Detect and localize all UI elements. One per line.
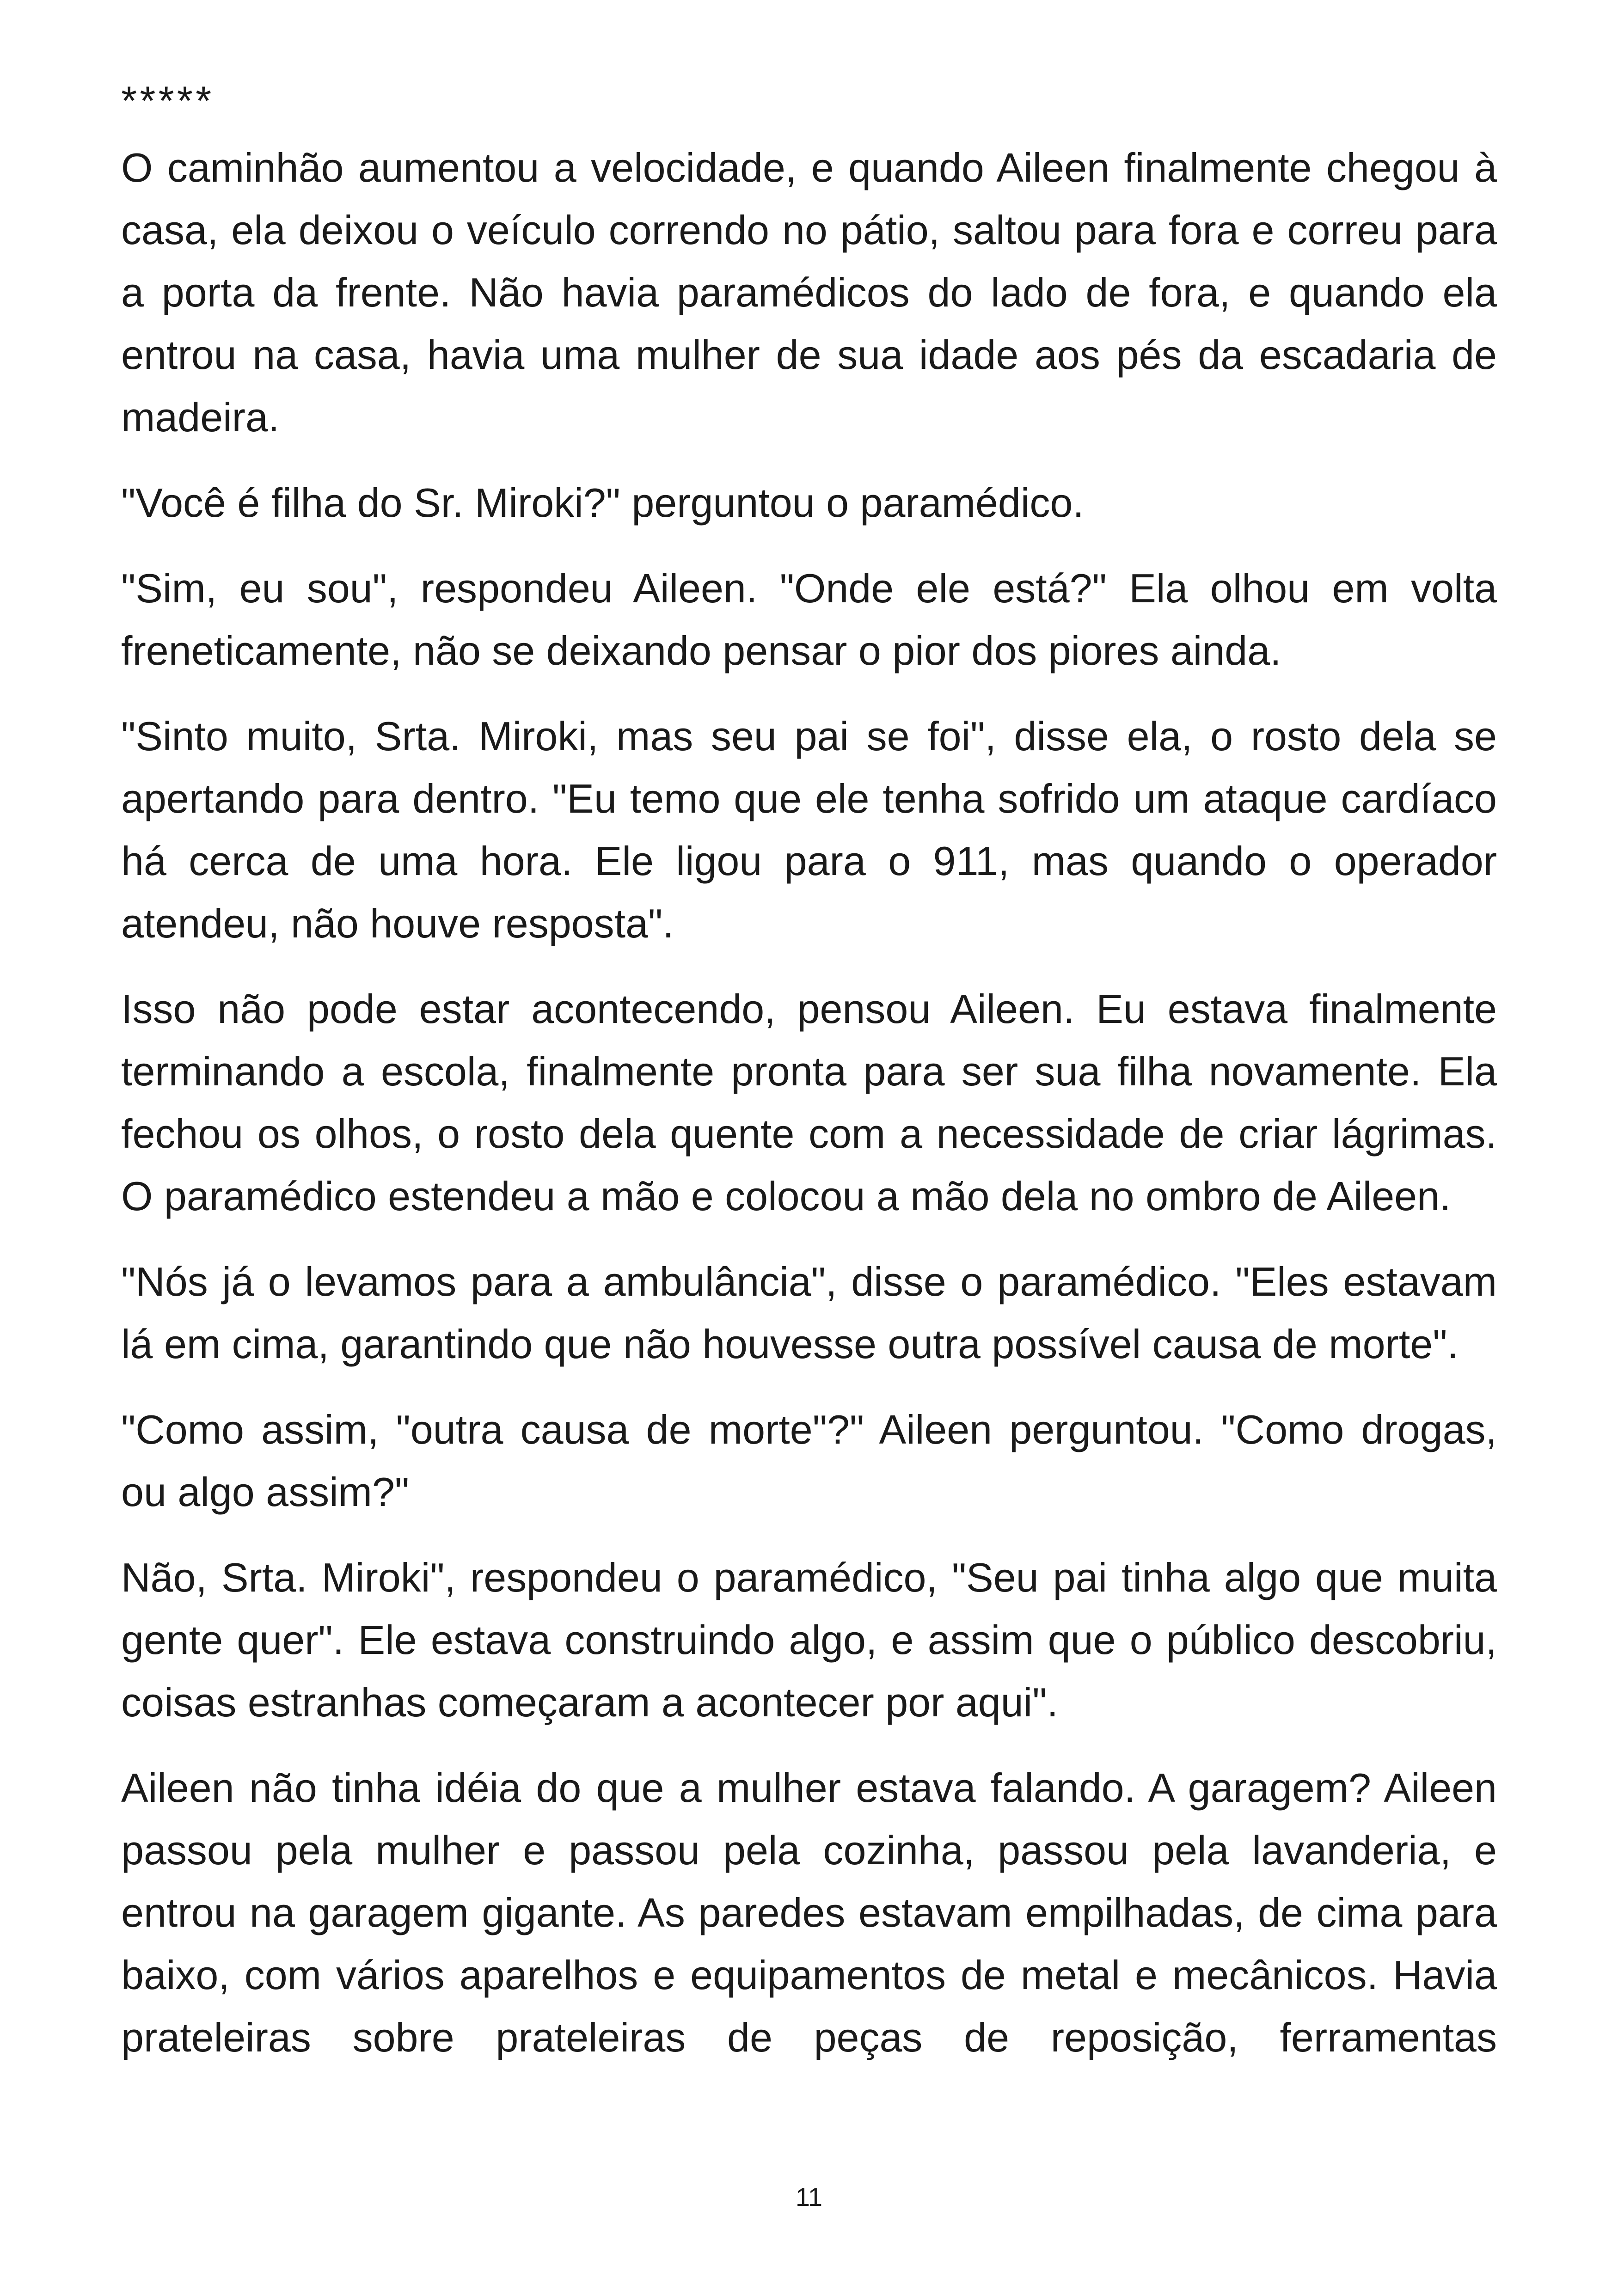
paragraph-3: "Sim, eu sou", respondeu Aileen. "Onde ele está?" Ela olhou em volta freneticamente, não se deixando pensar o pior dos piores ainda. xyxy=(121,565,1497,673)
paragraph-2: "Você é filha do Sr. Miroki?" perguntou o paramédico. xyxy=(121,480,1084,526)
section-separator: ***** xyxy=(121,78,215,123)
paragraph-8: Não, Srta. Miroki", respondeu o paramédico, "Seu pai tinha algo que muita gente quer". Ele estava construindo algo, e assim que o público descobriu, coisas estranhas começaram a acontecer por aqui". xyxy=(121,1555,1497,1725)
paragraph-7: "Como assim, "outra causa de morte"?" Aileen perguntou. "Como drogas, ou algo assim?" xyxy=(121,1407,1497,1515)
paragraph-5: Isso não pode estar acontecendo, pensou Aileen. Eu estava finalmente terminando a escola, finalmente pronta para ser sua filha novamente. Ela fechou os olhos, o rosto dela quente com a necessidade de criar lágrimas. O paramédico estendeu a mão e colocou a mão dela no ombro de Aileen. xyxy=(121,986,1497,1219)
paragraph-9: Aileen não tinha idéia do que a mulher estava falando. A garagem? Aileen passou pela mulher e passou pela cozinha, passou pela lavanderia, e entrou na garagem gigante. As paredes estavam empilhadas, de cima para baixo, com vários aparelhos e equipamentos de metal e mecânicos. Havia prateleiras sobre prateleiras de peças de reposição, ferramentas xyxy=(121,1765,1497,2060)
paragraph-6: "Nós já o levamos para a ambulância", disse o paramédico. "Eles estavam lá em cima, garantindo que não houvesse outra possível causa de morte". xyxy=(121,1259,1497,1367)
paragraph-1: O caminhão aumentou a velocidade, e quando Aileen finalmente chegou à casa, ela deixou o veículo correndo no pátio, saltou para fora e correu para a porta da frente. Não havia paramédicos do lado de fora, e quando ela entrou na casa, havia uma mulher de sua idade aos pés da escadaria de madeira. xyxy=(121,145,1497,440)
document-body xyxy=(121,69,1497,2092)
paragraph-4: "Sinto muito, Srta. Miroki, mas seu pai se foi", disse ela, o rosto dela se apertando para dentro. "Eu temo que ele tenha sofrido um ataque cardíaco há cerca de uma hora. Ele ligou para o 911, mas quando o operador atendeu, não houve resposta". xyxy=(121,713,1497,946)
page-number: 11 xyxy=(795,2182,823,2211)
